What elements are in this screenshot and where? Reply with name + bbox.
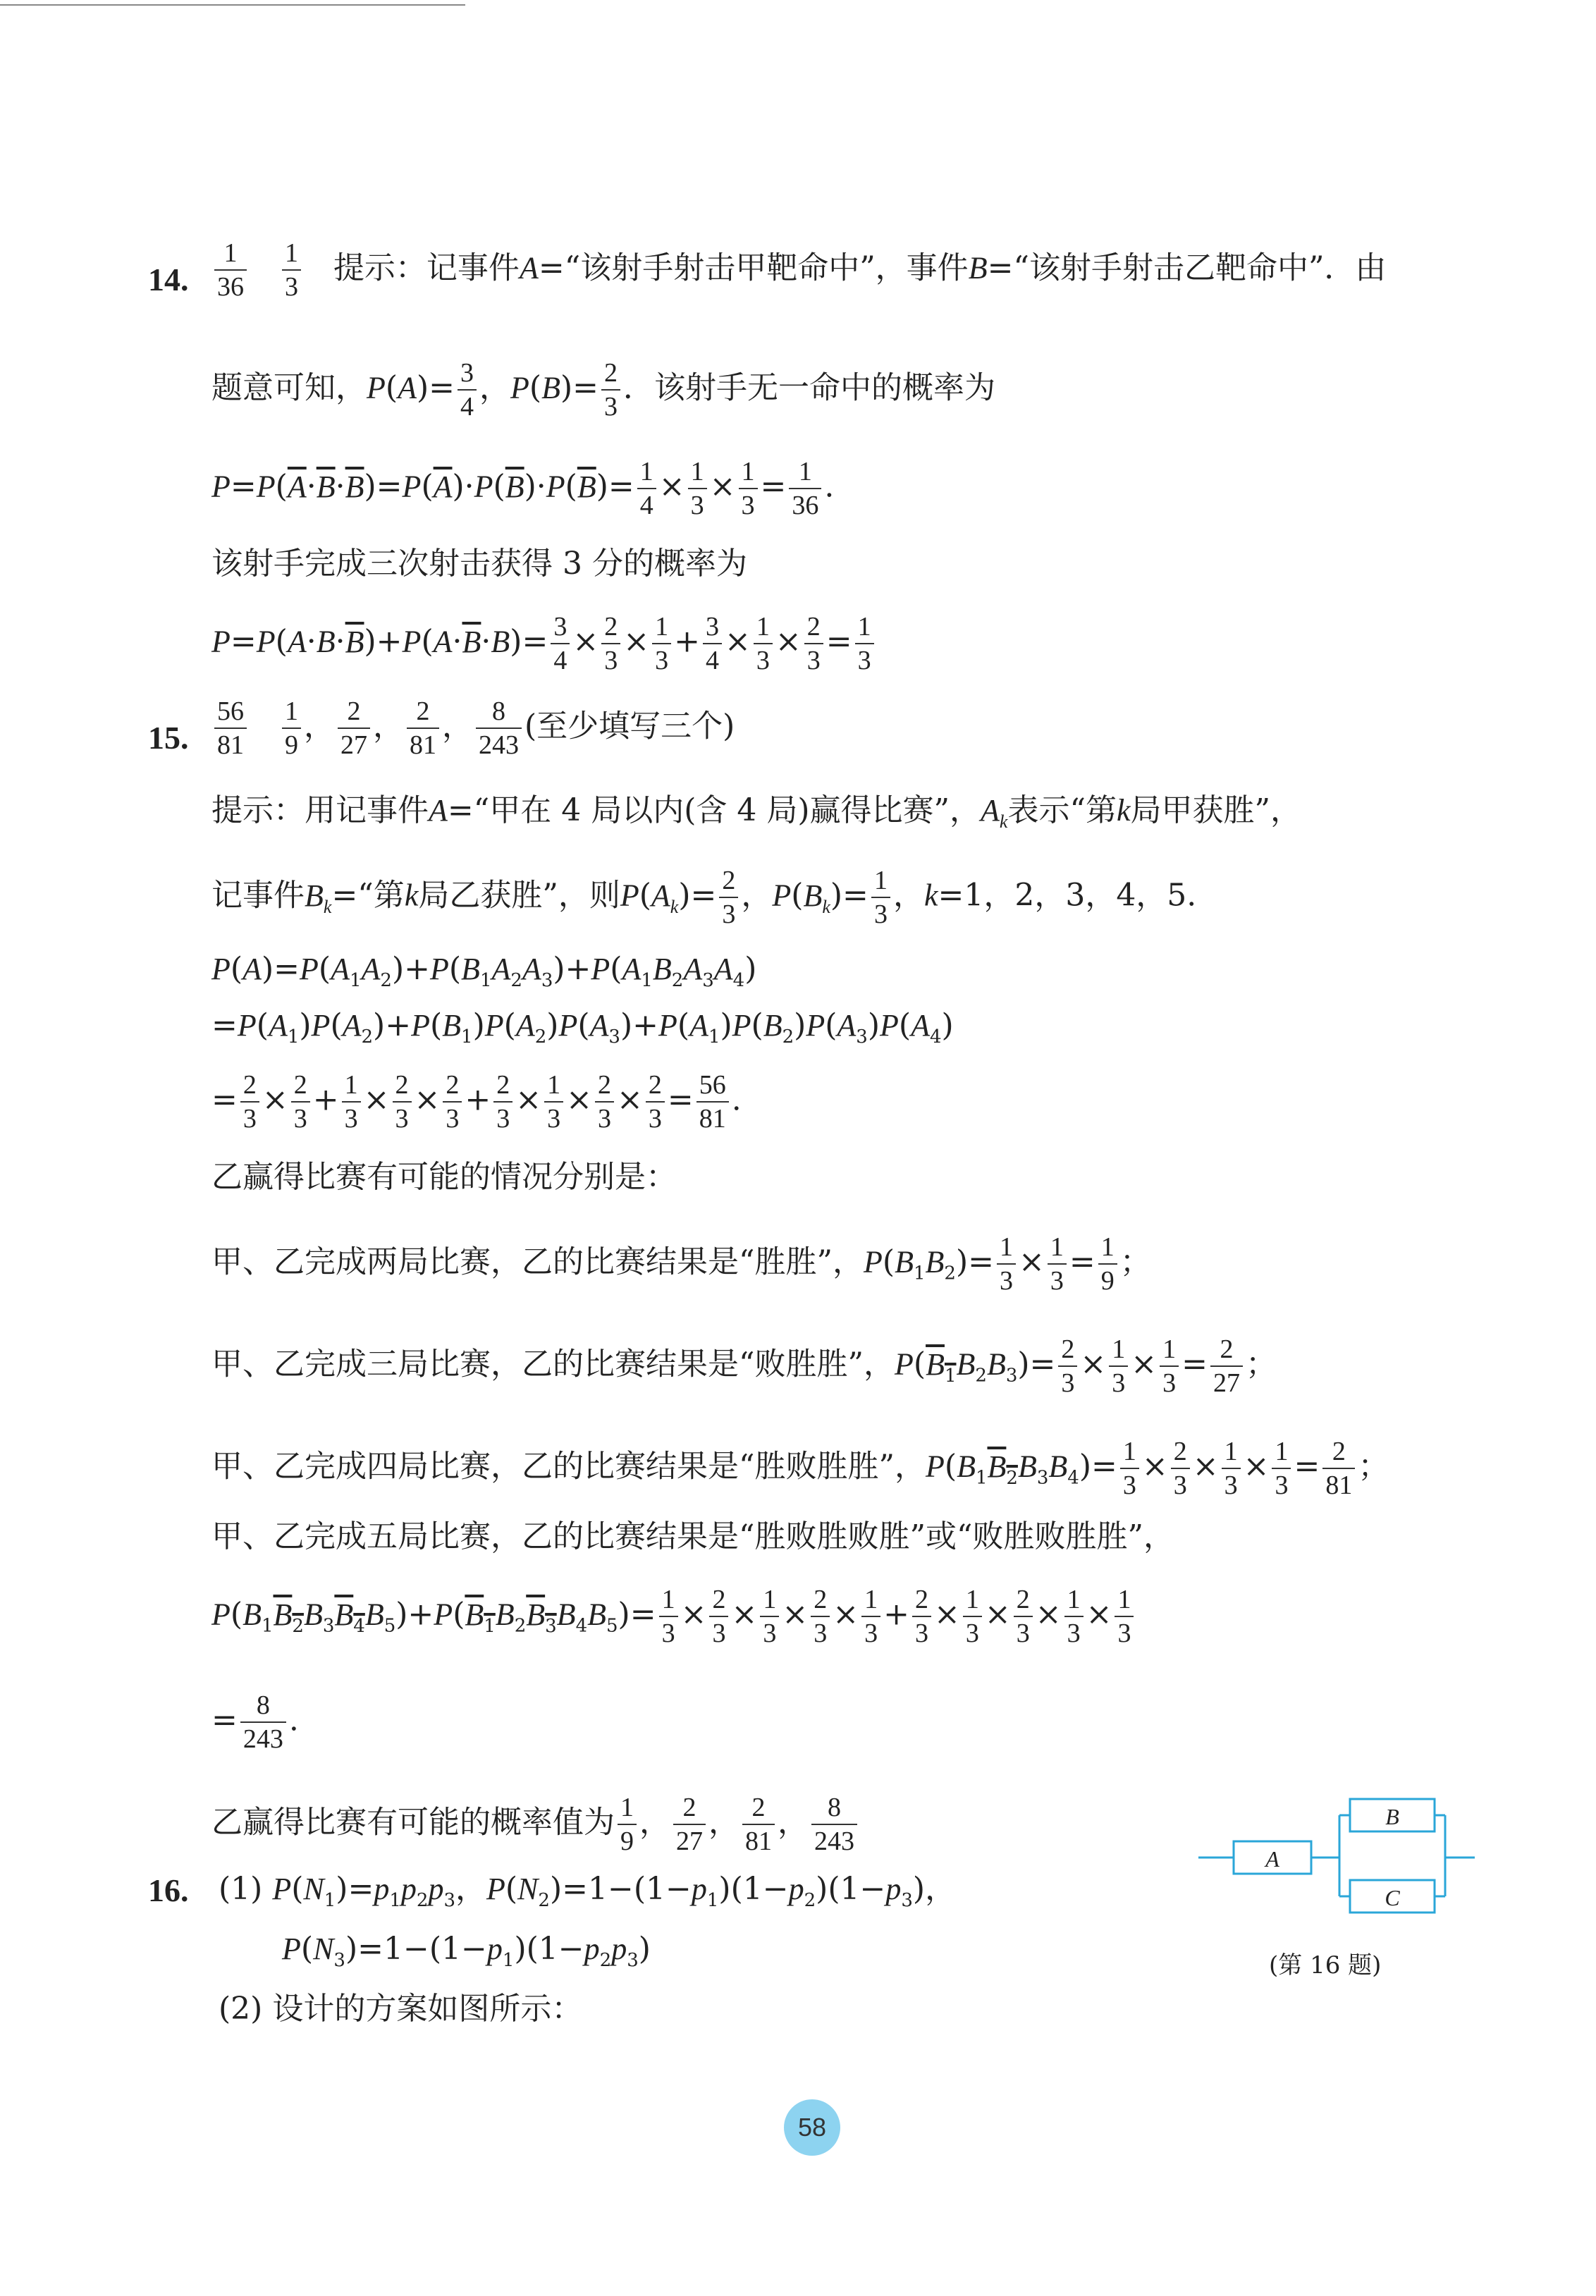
q15-line6: = $\frac{2}{3}$ × $\frac{2}{3}$ + $\frac{1}{3}$ × $\frac{2}{3}$ × $\frac{2}{3}$ + $\frac{2}{3}$ × $\frac{1}{3}$ × $\frac{2}{3}$ × $\frac{2}{3}$ = $\frac{56}{81}$ . <box>211 1070 742 1134</box>
question-number-15: 15. <box>148 720 189 756</box>
q14-line3: $P=P(\overline{A}\cdot\overline{B}\cdot\overline{B})=P(\overline{A})\cdot P(\overline{B})\cdot P(\overline{B})=$ $\frac{1}{4}$ × $\frac{1}{3}$ × $\frac{1}{3}$ = $\frac{1}{36}$ . <box>211 457 835 520</box>
q14-line4: 该射手完成三次射击获得 3 分的概率为 <box>211 546 747 582</box>
page-number: 58 <box>784 2099 840 2156</box>
q15-line3: 记事件$B_k=“$第k局乙获胜”，则$P(A_k)=$ $\frac{2}{3}$ ，$P(B_k)=$ $\frac{1}{3}$ ，k=1，2，3，4，5. <box>211 866 1197 929</box>
q14-answer-2: $\frac{1}{3}$ <box>282 240 301 300</box>
q14-line1: $\frac{1}{36}$ $\frac{1}{3}$ 提示：记事件A=“该射手射击甲靶命中”，事件B=“该射手射击乙靶命中”．由 <box>211 240 1386 300</box>
label-a: A <box>1265 1846 1279 1872</box>
q15-case2: 甲、乙完成两局比赛，乙的比赛结果是“胜胜”，$P(B_1B_2)=$ $\frac{1}{3}$ × $\frac{1}{3}$ = $\frac{1}{9}$ ； <box>211 1232 1151 1296</box>
q15-case5-formula: $P(B_1B_2B_3B_4B_5)+P(B_1B_2B_3B_4B_5)=$ $\frac{1}{3}$ × $\frac{2}{3}$ × $\frac{1}{3}$ × $\frac{2}{3}$ × $\frac{1}{3}$ + $\frac{2}{3}$ × $\frac{1}{3}$ × $\frac{2}{3}$ × $\frac{1}{3}$ × $\frac{1}{3}$ <box>211 1586 1136 1647</box>
q15-result: 乙赢得比赛有可能的概率值为 $\frac{1}{9}$ ， $\frac{2}{27}$ ， $\frac{2}{81}$ ， $\frac{8}{243}$ <box>211 1794 860 1855</box>
q14-line5: $P=P(A\cdot B\cdot\overline{B})+P(A\cdot\overline{B}\cdot B)=$ $\frac{3}{4}$ × $\frac{2}{3}$ × $\frac{1}{3}$ + $\frac{3}{4}$ × $\frac{1}{3}$ × $\frac{2}{3}$ = $\frac{1}{3}$ <box>211 613 877 674</box>
q16-part1-line1: (1) $P(N_1)=p_1p_2p_3$，$P(N_2)=1-(1-p_1)(1-p_2)(1-p_3)$， <box>219 1871 957 1911</box>
q15-case5-result: = $\frac{8}{243}$ . <box>211 1690 299 1754</box>
q15-situations: 乙赢得比赛有可能的情况分别是： <box>211 1159 677 1195</box>
q15-case5: 甲、乙完成五局比赛，乙的比赛结果是“胜败胜败胜”或“败胜败胜胜”， <box>211 1518 1174 1554</box>
label-b: B <box>1385 1804 1399 1829</box>
q15-case3: 甲、乙完成三局比赛，乙的比赛结果是“败胜胜”，$P(B_1B_2B_3)=$ $\frac{2}{3}$ × $\frac{1}{3}$ × $\frac{1}{3}$ = $\frac{2}{27}$ ； <box>211 1334 1277 1398</box>
q15-line2: 提示：用记事件A=“甲在 4 局以内(含 4 局)赢得比赛”，$A_k$表示“第k局甲获胜”， <box>211 792 1301 832</box>
figure-caption: (第 16 题) <box>1269 1951 1382 1979</box>
q15-line5: $=P(A_1)P(A_2)+P(B_1)P(A_2)P(A_3)+P(A_1)P(B_2)P(A_3)P(A_4)$ <box>211 1007 954 1048</box>
label-c: C <box>1385 1885 1400 1910</box>
q14-line2: 题意可知，P(A)= $\frac{3}{4}$ ，P(B)= $\frac{2}{3}$ ．该射手无一命中的概率为 <box>211 358 995 422</box>
top-rule <box>0 4 465 6</box>
q16-part2: (2) 设计的方案如图所示： <box>219 1991 583 2027</box>
q16-circuit-diagram <box>1198 1776 1480 1932</box>
q15-line4: $P(A)=P(A_1A_2)+P(B_1A_2A_3)+P(A_1B_2A_3A_4)$ <box>211 951 757 991</box>
question-number-14: 14. <box>148 262 189 297</box>
q15-case4: 甲、乙完成四局比赛，乙的比赛结果是“胜败胜胜”，$P(B_1B_2B_3B_4)=$ $\frac{1}{3}$ × $\frac{2}{3}$ × $\frac{1}{3}$ × $\frac{1}{3}$ = $\frac{2}{81}$ ； <box>211 1437 1389 1500</box>
q14-answer-1: $\frac{1}{36}$ <box>214 240 247 300</box>
q15-line1: $\frac{56}{81}$ $\frac{1}{9}$ ， $\frac{2}{27}$ ， $\frac{2}{81}$ ， $\frac{8}{243}$ (至少填写三个) <box>211 698 735 759</box>
q16-part1-line2: $P(N_3)=1-(1-p_1)(1-p_2p_3)$ <box>282 1931 651 1971</box>
question-number-16: 16. <box>148 1872 189 1908</box>
